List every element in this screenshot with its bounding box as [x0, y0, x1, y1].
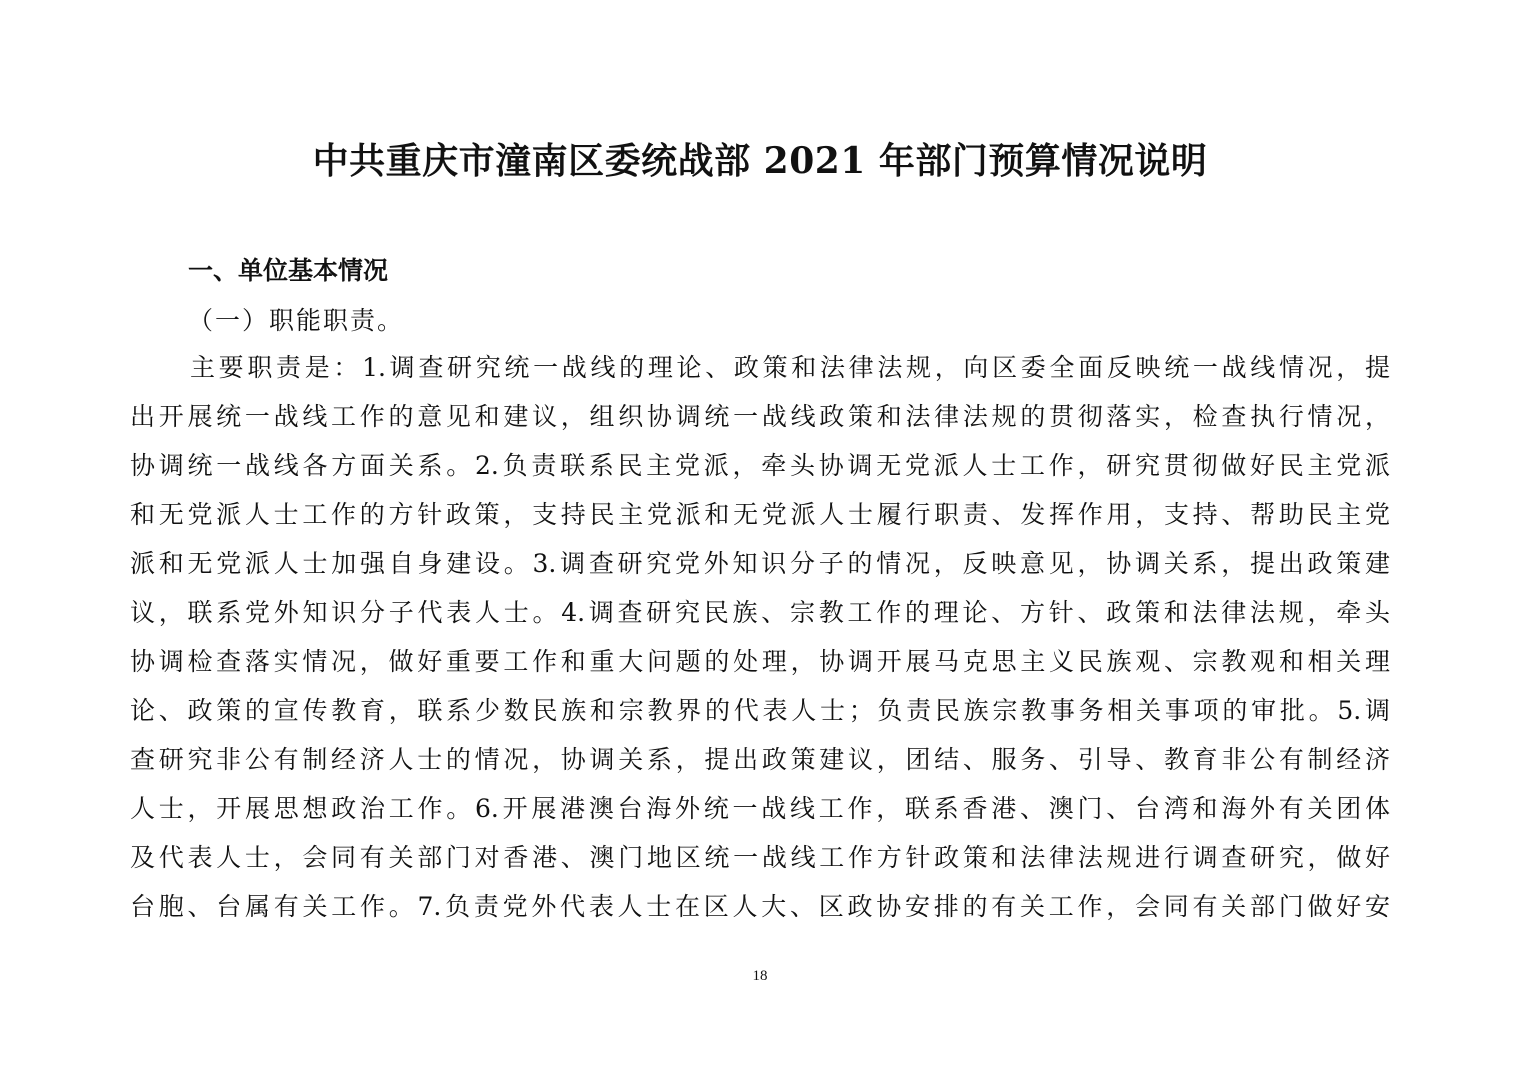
body-line: 议，联系党外知识分子代表人士。4.调查研究民族、宗教工作的理论、方针、政策和法律法规，牵头 — [130, 598, 1390, 627]
body-line: 派和无党派人士加强自身建设。3.调查研究党外知识分子的情况，反映意见，协调关系，提出政策建 — [130, 549, 1390, 578]
body-line: 协调统一战线各方面关系。2.负责联系民主党派，牵头协调无党派人士工作，研究贯彻做好民主党派 — [130, 451, 1390, 480]
body-line: 台胞、台属有关工作。7.负责党外代表人士在区人大、区政协安排的有关工作，会同有关部门做好安 — [130, 892, 1390, 921]
body-line: 出开展统一战线工作的意见和建议，组织协调统一战线政策和法律法规的贯彻落实，检查执行情况， — [130, 402, 1390, 431]
body-line: 人士，开展思想政治工作。6.开展港澳台海外统一战线工作，联系香港、澳门、台湾和海外有关团体 — [130, 794, 1390, 823]
body-line: 查研究非公有制经济人士的情况，协调关系，提出政策建议，团结、服务、引导、教育非公有制经济 — [130, 745, 1390, 774]
body-line: 协调检查落实情况，做好重要工作和重大问题的处理，协调开展马克思主义民族观、宗教观和相关理 — [130, 647, 1390, 676]
body-line: 及代表人士，会同有关部门对香港、澳门地区统一战线工作方针政策和法律法规进行调查研究，做好 — [130, 843, 1390, 872]
section-heading: 一、单位基本情况 — [188, 256, 389, 285]
body-line: 论、政策的宣传教育，联系少数民族和宗教界的代表人士；负责民族宗教事务相关事项的审批。5.调 — [130, 696, 1390, 725]
body-line: 和无党派人士工作的方针政策，支持民主党派和无党派人士履行职责、发挥作用，支持、帮助民主党 — [130, 500, 1390, 529]
body-line: 主要职责是：1.调查研究统一战线的理论、政策和法律法规，向区委全面反映统一战线情况，提 — [190, 353, 1390, 382]
sub-heading: （一）职能职责。 — [188, 306, 405, 335]
document-title: 中共重庆市潼南区委统战部 2021 年部门预算情况说明 — [312, 140, 1208, 182]
page-number: 18 — [752, 968, 768, 984]
